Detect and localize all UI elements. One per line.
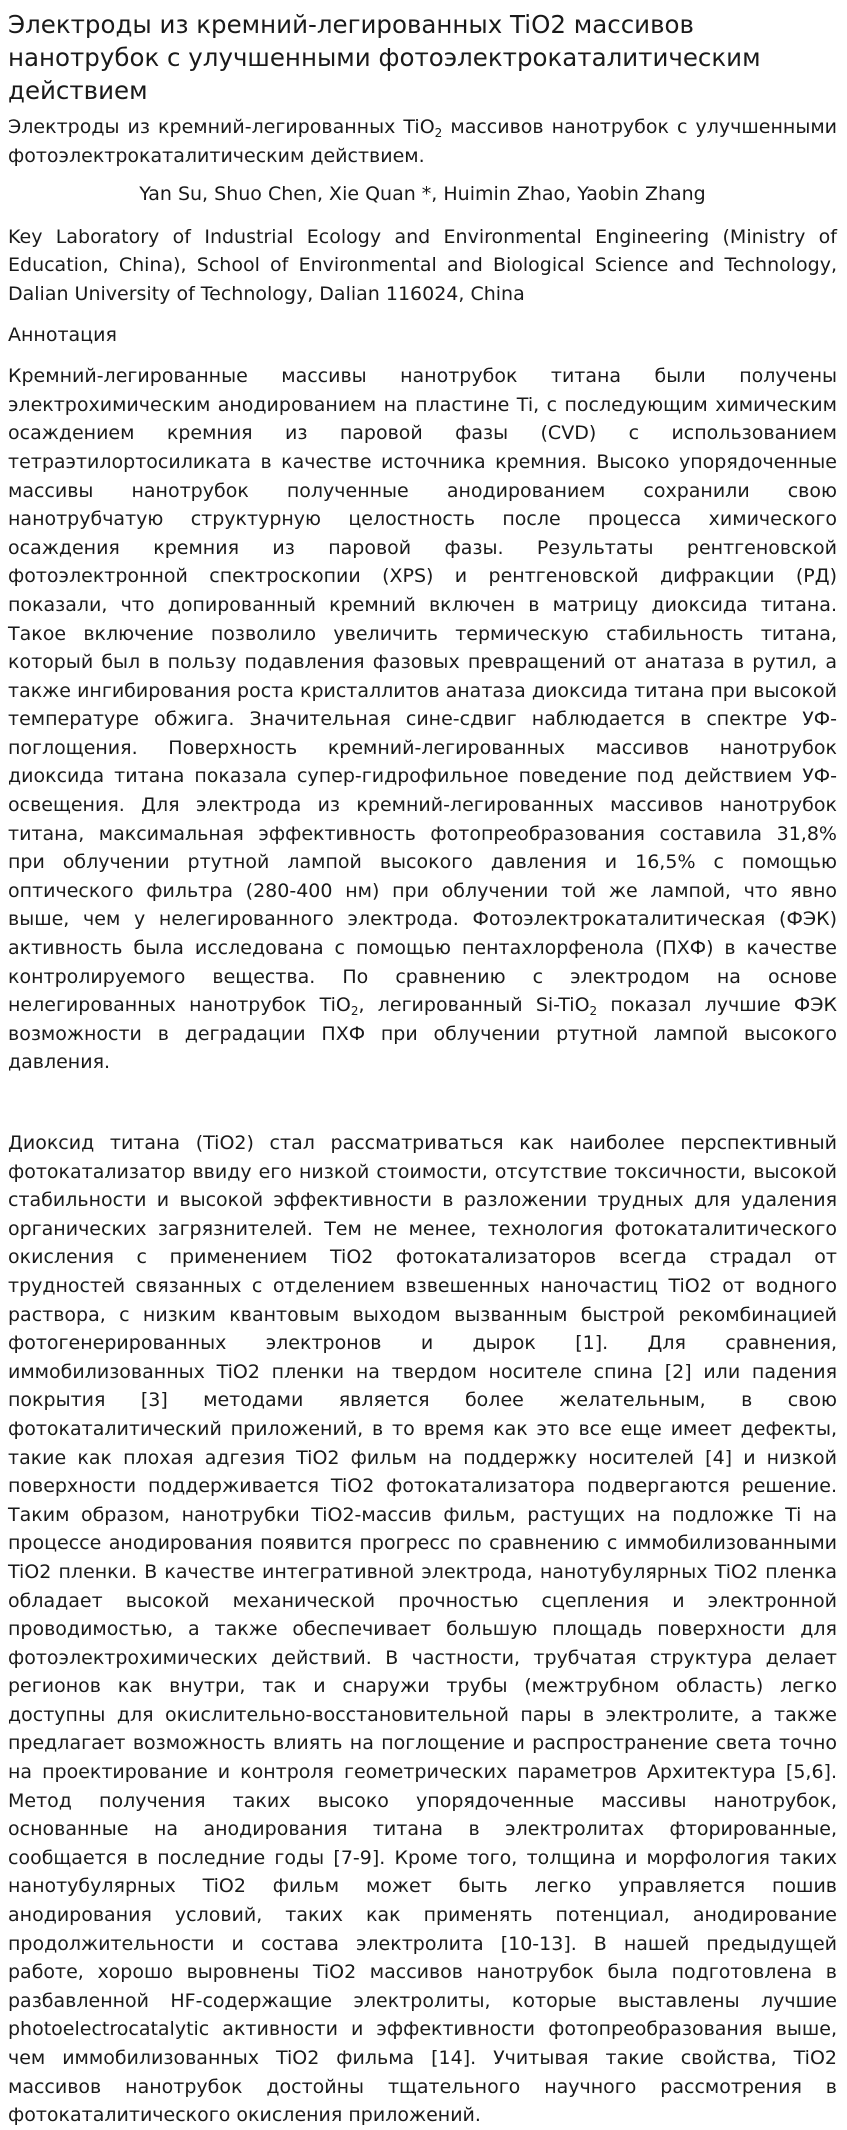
abstract-text-3: показал лучшие ФЭК возможности в деградации ПХФ при облучении ртутной лампой высокого давления. [8, 994, 838, 1074]
abstract-paragraph [8, 362, 837, 1077]
document-subtitle [8, 113, 837, 170]
abstract-subscript-2: 2 [589, 1004, 598, 1019]
subtitle-subscript: 2 [434, 126, 443, 140]
abstract-text-1: Кремний-легированные массивы нанотрубок титана были получены электрохимическим анодированием на пластине Ti, с последующим химическим осаждением кремния из паровой фазы (CVD) с использованием тетраэтилортосиликата в качестве источника кремния. Высоко упорядоченные массивы нанотрубок полученные анодированием сохранили свою нанотрубчатую структурную целостность после процесса химического осаждения кремния из паровой фазы. Результаты рентгеновской фотоэлектронной спектроскопии (XPS) и рентгеновской дифракции (РД) показали, что допированный кремний включен в матрицу диоксида титана. Такое включение позволило увеличить термическую стабильность титана, который был в пользу подавления фазовых превращений от анатаза в рутил, а также ингибирования роста кристаллитов анатаза диоксида титана при высокой температуре обжига. Значительная сине-сдвиг наблюдается в спектре УФ-поглощения. Поверхность кремний-легированных массивов нанотрубок диоксида титана показала супер-гидрофильное поведение под действием УФ-освещения. Для электрода из кремний-легированных массивов нанотрубок титана, максимальная эффективность фотопреобразования составила 31,8% при облучении ртутной лампой высокого давления и 16,5% с помощью оптического фильтра (280-400 нм) при облучении той же лампой, что явно выше, чем у нелегированного электрода. Фотоэлектрокаталитическая (ФЭК) активность была исследована с помощью пентахлорфенола (ПХФ) в качестве контролируемого вещества. По сравнению с электродом на основе нелегированных нанотрубок TiO [8, 365, 837, 1017]
abstract-heading: Аннотация [8, 323, 117, 346]
author-list: Yan Su, Shuo Chen, Xie Quan *, Huimin Zhao, Yaobin Zhang [139, 183, 706, 206]
subtitle-text-end: массивов нанотрубок с улучшенными фотоэлектрокаталитическим действием. [8, 116, 837, 167]
abstract-text-2: , легированный Si-TiO [358, 994, 590, 1017]
abstract-subscript-1: 2 [350, 1004, 359, 1019]
document-title: Электроды из кремний-легированных TiO2 массивов нанотрубок с улучшенными фотоэлектрокаталитическим действием [8, 10, 761, 105]
introduction-paragraph: Диоксид титана (TiO2) стал рассматриваться как наиболее перспективный фотокатализатор ввиду его низкой стоимости, отсутствие токсичности, высокой стабильности и высокой эффективности в разложении трудных для удаления органических загрязнителей. Тем не менее, технология фотокаталитического окисления с применением TiO2 фотокатализаторов всегда страдал от трудностей связанных с отделением взвешенных наночастиц TiO2 от водного раствора, с низким квантовым выходом вызванным быстрой рекомбинацией фотогенерированных электронов и дырок [1]. Для сравнения, иммобилизованных TiO2 пленки на твердом носителе спина [2] или падения покрытия [3] методами является более желательным, в свою фотокаталитический приложений, в то время как это все еще имеет дефекты, такие как плохая адгезия TiO2 фильм на поддержку носителей [4] и низкой поверхности поддерживается TiO2 фотокатализатора подвергаются решение. Таким образом, нанотрубки TiO2-массив фильм, растущих на подложке Ti на процессе анодирования появится прогресс по сравнению с иммобилизованными TiO2 пленки. В качестве интегративной электрода, нанотубулярных TiO2 пленка обладает высокой механической прочностью сцепления и электронной проводимостью, а также обеспечивает большую площадь поверхности для фотоэлектрохимических действий. В частности, трубчатая структура делает регионов как внутри, так и снаружи трубы (межтрубном область) легко доступны для окислительно-восстановительной пары в электролите, а также предлагает возможность влиять на поглощение и распространение света точно на проектирование и контроля геометрических параметров Архитектура [5,6]. Метод получения таких высоко упорядоченные массивы нанотрубок, основанные на анодирования титана в электролитах фторированные, сообщается в последние годы [7-9]. Кроме того, толщина и морфология таких нанотубулярных TiO2 фильм может быть легко управляется пошив анодирования условий, таких как применять потенциал, анодирование продолжительности и состава электролита [10-13]. В нашей предыдущей работе, хорошо выровнены TiO2 массивов нанотрубок была подготовлена в разбавленной HF-содержащие электролиты, которые выставлены лучшие photoelectrocatalytic активности и эффективности фотопреобразования выше, чем иммобилизованных TiO2 фильма [14]. Учитывая такие свойства, TiO2 массивов нанотрубок достойны тщательного научного рассмотрения в фотокаталитического окисления приложений. [8, 1132, 837, 2127]
affiliation: Key Laboratory of Industrial Ecology and Environmental Engineering (Ministry of Education, China), School of Environmental and Biological Science and Technology, Dalian University of Technology, Dalian 116024, China [8, 225, 837, 305]
subtitle-text-start: Электроды из кремний-легированных TiO [8, 116, 435, 138]
